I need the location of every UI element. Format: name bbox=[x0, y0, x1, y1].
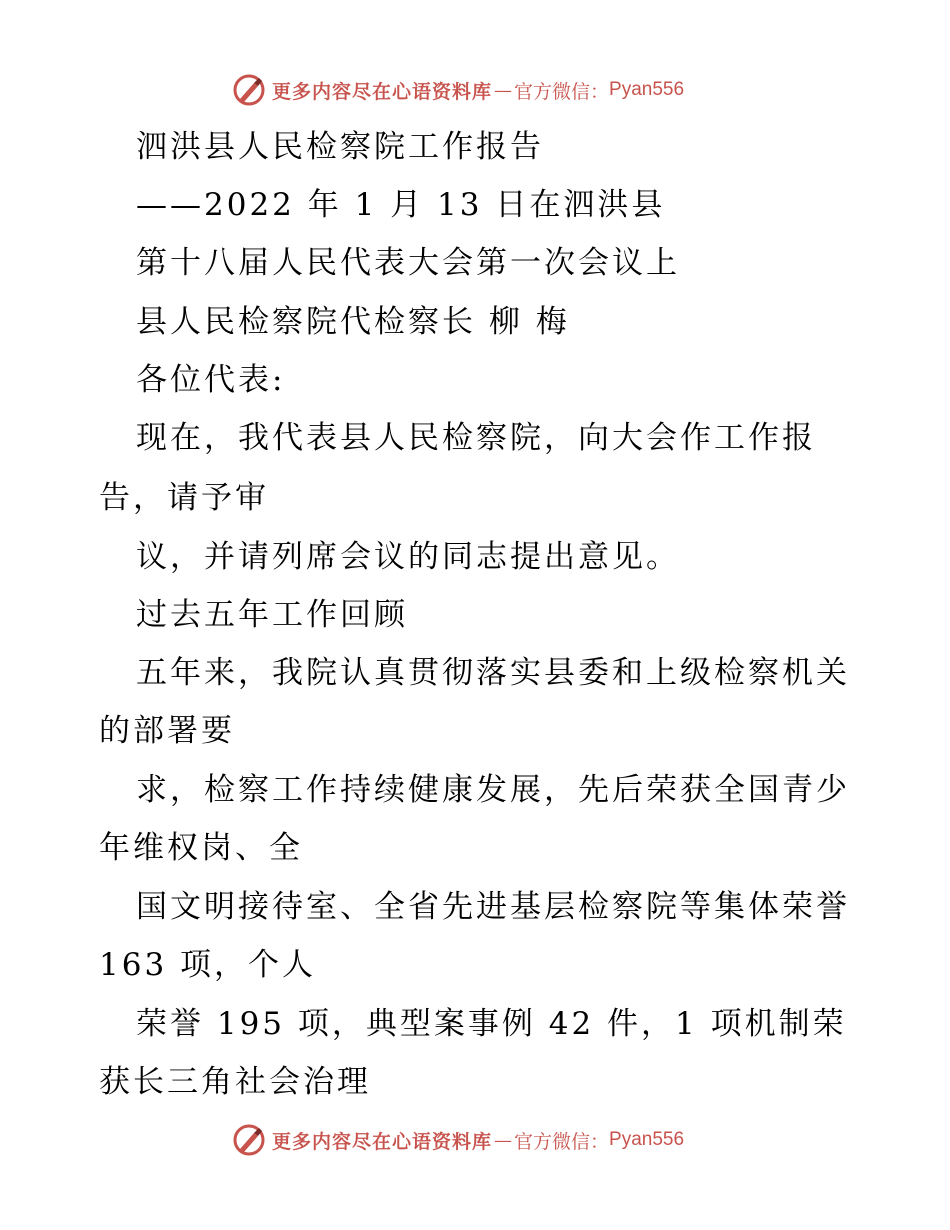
doc-paragraph-line: 年维权岗、全 bbox=[99, 830, 303, 866]
doc-section-heading: 过去五年工作回顾 bbox=[136, 597, 408, 633]
watermark-suffix: 官方微信： bbox=[514, 80, 610, 103]
doc-paragraph-line: 荣誉 195 项，典型案事例 42 件，1 项机制荣 bbox=[136, 1006, 847, 1042]
watermark-separator: — bbox=[494, 79, 513, 101]
watermark-code: Pyan556 bbox=[609, 1129, 685, 1150]
footer-watermark bbox=[232, 1120, 684, 1160]
pen-logo-icon bbox=[232, 73, 266, 107]
watermark-code: Pyan556 bbox=[609, 79, 685, 100]
doc-paragraph-line: 获长三角社会治理 bbox=[99, 1064, 371, 1100]
doc-date-line: ——2022 年 1 月 13 日在泗洪县 bbox=[136, 187, 666, 223]
doc-paragraph-line: 的部署要 bbox=[99, 713, 235, 749]
watermark-main-text: 更多内容尽在心语资料库 bbox=[272, 1130, 493, 1153]
doc-paragraph-line: 163 项，个人 bbox=[99, 947, 317, 983]
header-watermark bbox=[232, 70, 684, 110]
doc-paragraph-line: 告，请予审 bbox=[99, 480, 269, 516]
doc-meeting-line: 第十八届人民代表大会第一次会议上 bbox=[136, 245, 680, 281]
watermark-separator: — bbox=[494, 1129, 513, 1151]
doc-paragraph-line: 国文明接待室、全省先进基层检察院等集体荣誉 bbox=[136, 889, 850, 925]
doc-paragraph-line: 现在，我代表县人民检察院，向大会作工作报 bbox=[136, 420, 816, 456]
doc-speaker-line: 县人民检察院代检察长 柳 梅 bbox=[136, 304, 570, 340]
doc-paragraph-line: 议，并请列席会议的同志提出意见。 bbox=[136, 539, 680, 575]
doc-title: 泗洪县人民检察院工作报告 bbox=[136, 129, 544, 165]
doc-paragraph-line: 五年来，我院认真贯彻落实县委和上级检察机关 bbox=[136, 655, 850, 691]
doc-paragraph-line: 求，检察工作持续健康发展，先后荣获全国青少 bbox=[136, 772, 850, 808]
watermark-main-text: 更多内容尽在心语资料库 bbox=[272, 80, 493, 103]
pen-logo-icon bbox=[232, 1123, 266, 1157]
watermark-suffix: 官方微信： bbox=[514, 1130, 610, 1153]
doc-salutation: 各位代表: bbox=[136, 362, 286, 398]
